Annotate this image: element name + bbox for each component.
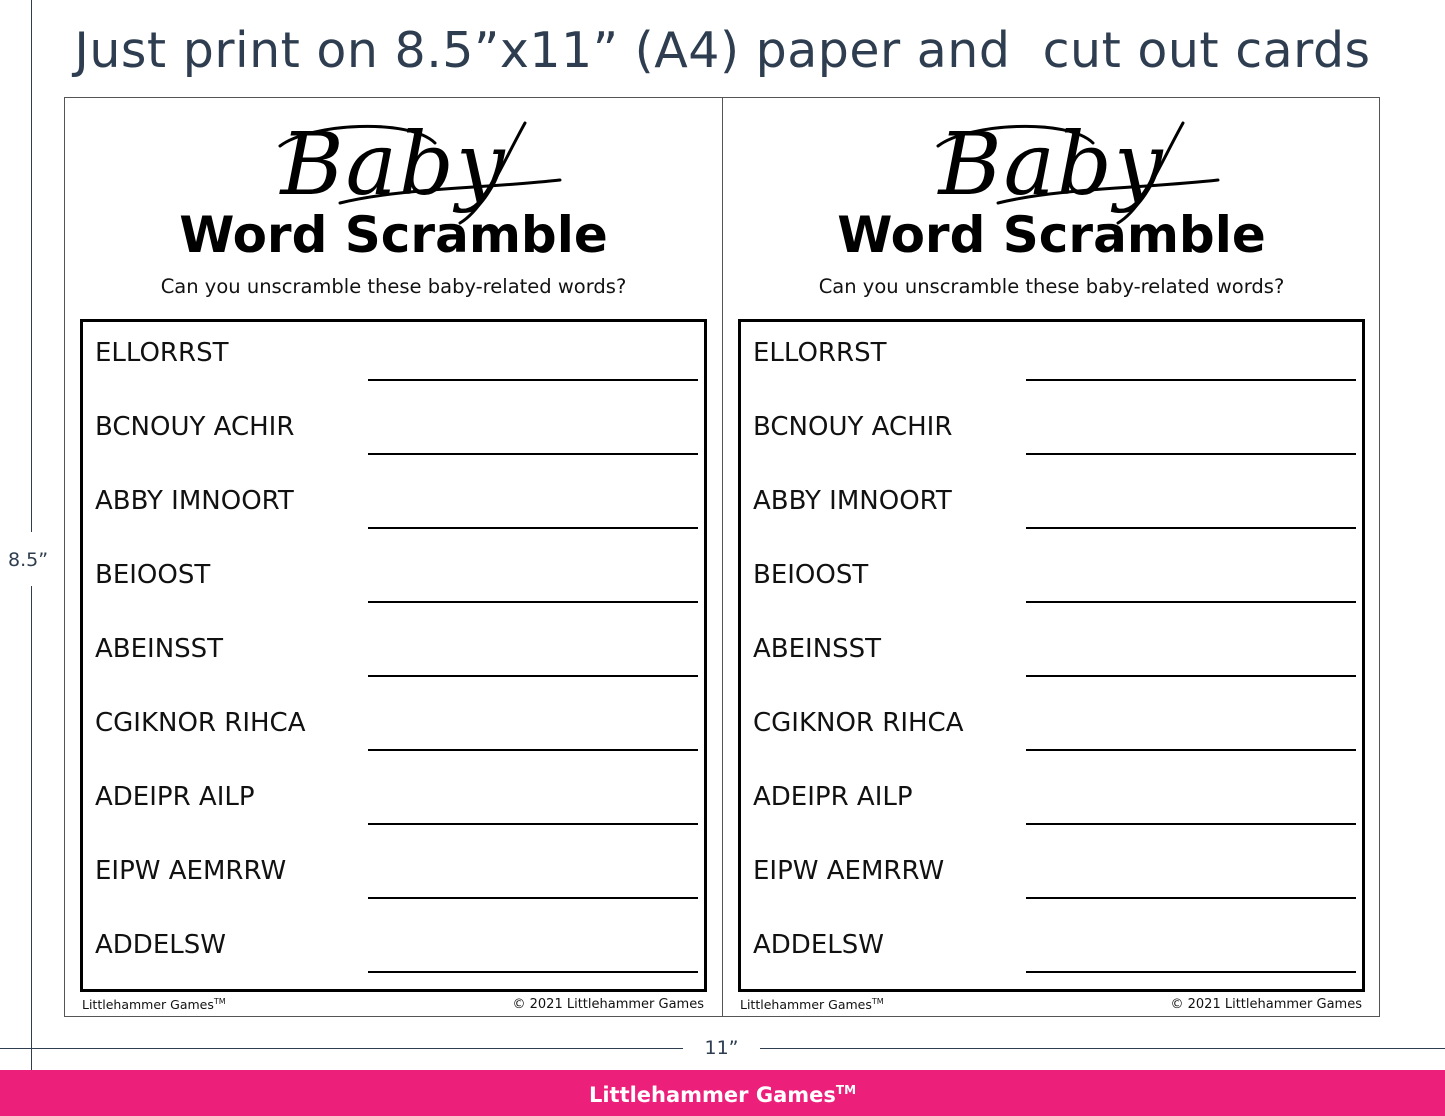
word-row [741,914,1362,988]
answer-line [368,453,698,455]
answer-line [368,897,698,899]
word-row [741,692,1362,766]
answer-line [1026,823,1356,825]
answer-line [368,971,698,973]
height-dimension-line-top [31,0,32,532]
answer-line [1026,971,1356,973]
word-row [741,396,1362,470]
height-dimension-line-bottom [31,586,32,1070]
scrambled-word: ABEINSST [95,634,224,664]
word-row [83,396,704,470]
width-dimension-line-left [0,1048,683,1049]
word-row [741,766,1362,840]
card-subtitle: Can you unscramble these baby-related words? [818,275,1285,298]
scrambled-word: ABBY IMNOORT [753,486,952,516]
scrambled-word: ABEINSST [753,634,882,664]
scrambled-word: ADEIPR AILP [95,782,255,812]
answer-line [1026,897,1356,899]
word-scramble-card-right [723,98,1380,1016]
footer-brand: Littlehammer Games™ [82,997,226,1013]
answer-line [1026,601,1356,603]
word-row [741,322,1362,396]
scrambled-word: ABBY IMNOORT [95,486,294,516]
scrambled-word: CGIKNOR RIHCA [95,708,306,738]
card-title: Word Scramble [179,206,608,264]
word-list-box [738,319,1365,992]
headline: Just print on 8.5”x11” (A4) paper and cut out cards [74,22,1371,79]
scrambled-word: ELLORRST [95,338,229,368]
scrambled-word: EIPW AEMRRW [753,856,945,886]
scrambled-word: BEIOOST [95,560,211,590]
width-dimension-line-right [760,1048,1445,1049]
answer-line [368,379,698,381]
answer-line [368,675,698,677]
scrambled-word: ADDELSW [95,930,226,960]
word-row [741,840,1362,914]
script-title: Baby [938,115,1165,215]
word-row [741,544,1362,618]
word-row [83,766,704,840]
height-dimension-label: 8.5” [8,549,49,571]
scrambled-word: ADDELSW [753,930,884,960]
brand-bar-text: Littlehammer Games™ [588,1083,857,1107]
brand-trademark-mark: TM [835,1083,857,1097]
scrambled-word: BCNOUY ACHIR [753,412,953,442]
script-title: Baby [280,115,507,215]
answer-line [368,527,698,529]
scrambled-word: ELLORRST [753,338,887,368]
word-row [83,470,704,544]
scrambled-word: CGIKNOR RIHCA [753,708,964,738]
word-row [83,914,704,988]
answer-line [368,749,698,751]
answer-line [1026,379,1356,381]
footer-brand: Littlehammer Games™ [740,997,884,1013]
word-row [83,544,704,618]
answer-line [1026,675,1356,677]
card-title: Word Scramble [837,206,1266,264]
footer-copyright: © 2021 Littlehammer Games [1170,997,1362,1012]
footer-copyright: © 2021 Littlehammer Games [512,997,704,1012]
answer-line [368,823,698,825]
answer-line [1026,749,1356,751]
word-row [741,618,1362,692]
scrambled-word: BEIOOST [753,560,869,590]
answer-line [368,601,698,603]
card-subtitle: Can you unscramble these baby-related words? [160,275,627,298]
answer-line [1026,527,1356,529]
answer-line [1026,453,1356,455]
scrambled-word: BCNOUY ACHIR [95,412,295,442]
word-row [83,692,704,766]
word-row [83,840,704,914]
word-row [741,470,1362,544]
trademark-mark: TM [213,997,226,1006]
word-scramble-card-left [65,98,722,1016]
word-list-box [80,319,707,992]
word-row [83,618,704,692]
trademark-mark: TM [871,997,884,1006]
width-dimension-label: 11” [704,1037,739,1059]
scrambled-word: EIPW AEMRRW [95,856,287,886]
word-row [83,322,704,396]
scrambled-word: ADEIPR AILP [753,782,913,812]
